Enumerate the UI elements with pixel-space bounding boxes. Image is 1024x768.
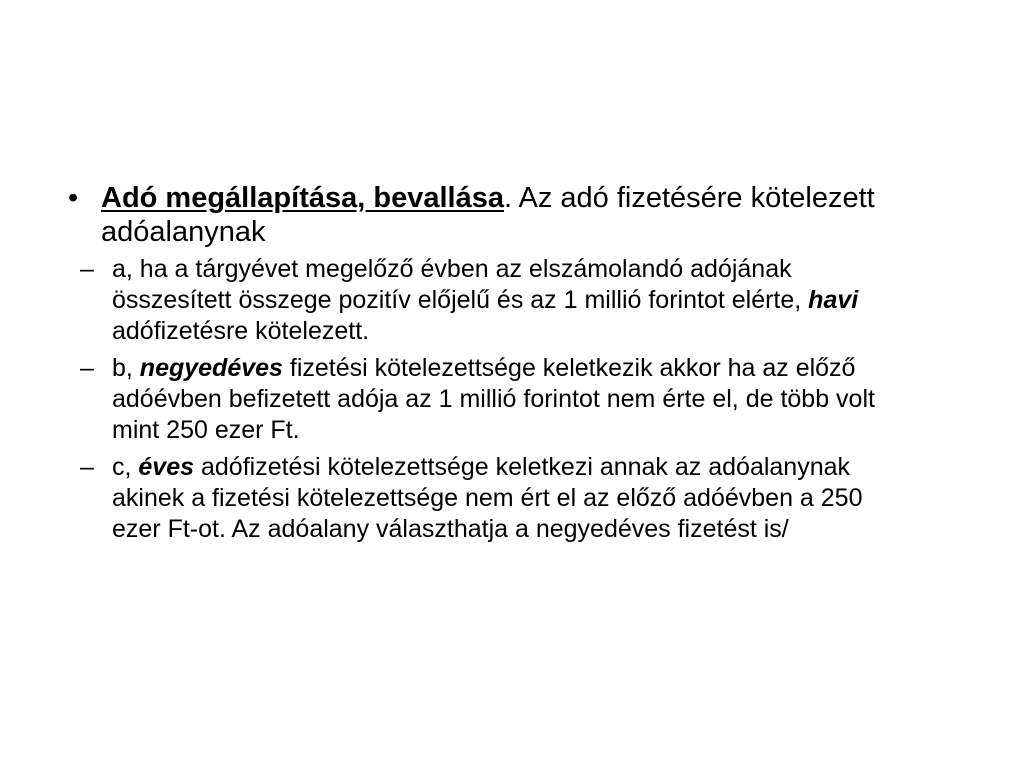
emphasis-text: éves	[138, 453, 195, 481]
sub-item-text: a, ha a tárgyévet megelőző évben az elszámolandó adójának összesített összege pozitív előjelű és az 1 millió forintot elérte,	[112, 255, 809, 314]
emphasis-text: negyedéves	[139, 354, 283, 382]
bullet-item	[68, 181, 968, 249]
heading-period: .	[503, 182, 513, 214]
sub-list	[80, 254, 968, 545]
bullet-list	[68, 181, 968, 551]
sub-item-b	[80, 353, 902, 446]
sub-item-a	[80, 254, 902, 347]
dash-icon: –	[80, 453, 94, 481]
sub-item-text: adófizetésre kötelezett.	[112, 317, 370, 345]
section-heading: Adó megállapítása, bevallása	[101, 182, 504, 214]
sub-item-text: fizetési kötelezettsége keletkezik akkor ha az előző adóévben befizetett adója az 1 millió forintot nem érte el, de több volt mint 250 ezer Ft.	[112, 354, 875, 444]
sub-item-c	[80, 452, 902, 545]
sub-item-text: b,	[112, 354, 140, 382]
dash-icon: –	[80, 354, 94, 382]
bullet-icon: •	[68, 182, 79, 214]
sub-item-text: c,	[112, 453, 139, 481]
dash-icon: –	[80, 255, 94, 283]
emphasis-text: havi	[808, 286, 859, 314]
sub-item-text: adófizetési kötelezettsége keletkezi annak az adóalanynak akinek a fizetési kötelezettsége nem ért el az előző adóévben a 250 ezer Ft-ot. Az adóalany választhatja a negyedéves fizetést is/	[112, 453, 863, 543]
bullet-text: Az adó fizetésére kötelezett adóalanynak	[101, 182, 875, 248]
